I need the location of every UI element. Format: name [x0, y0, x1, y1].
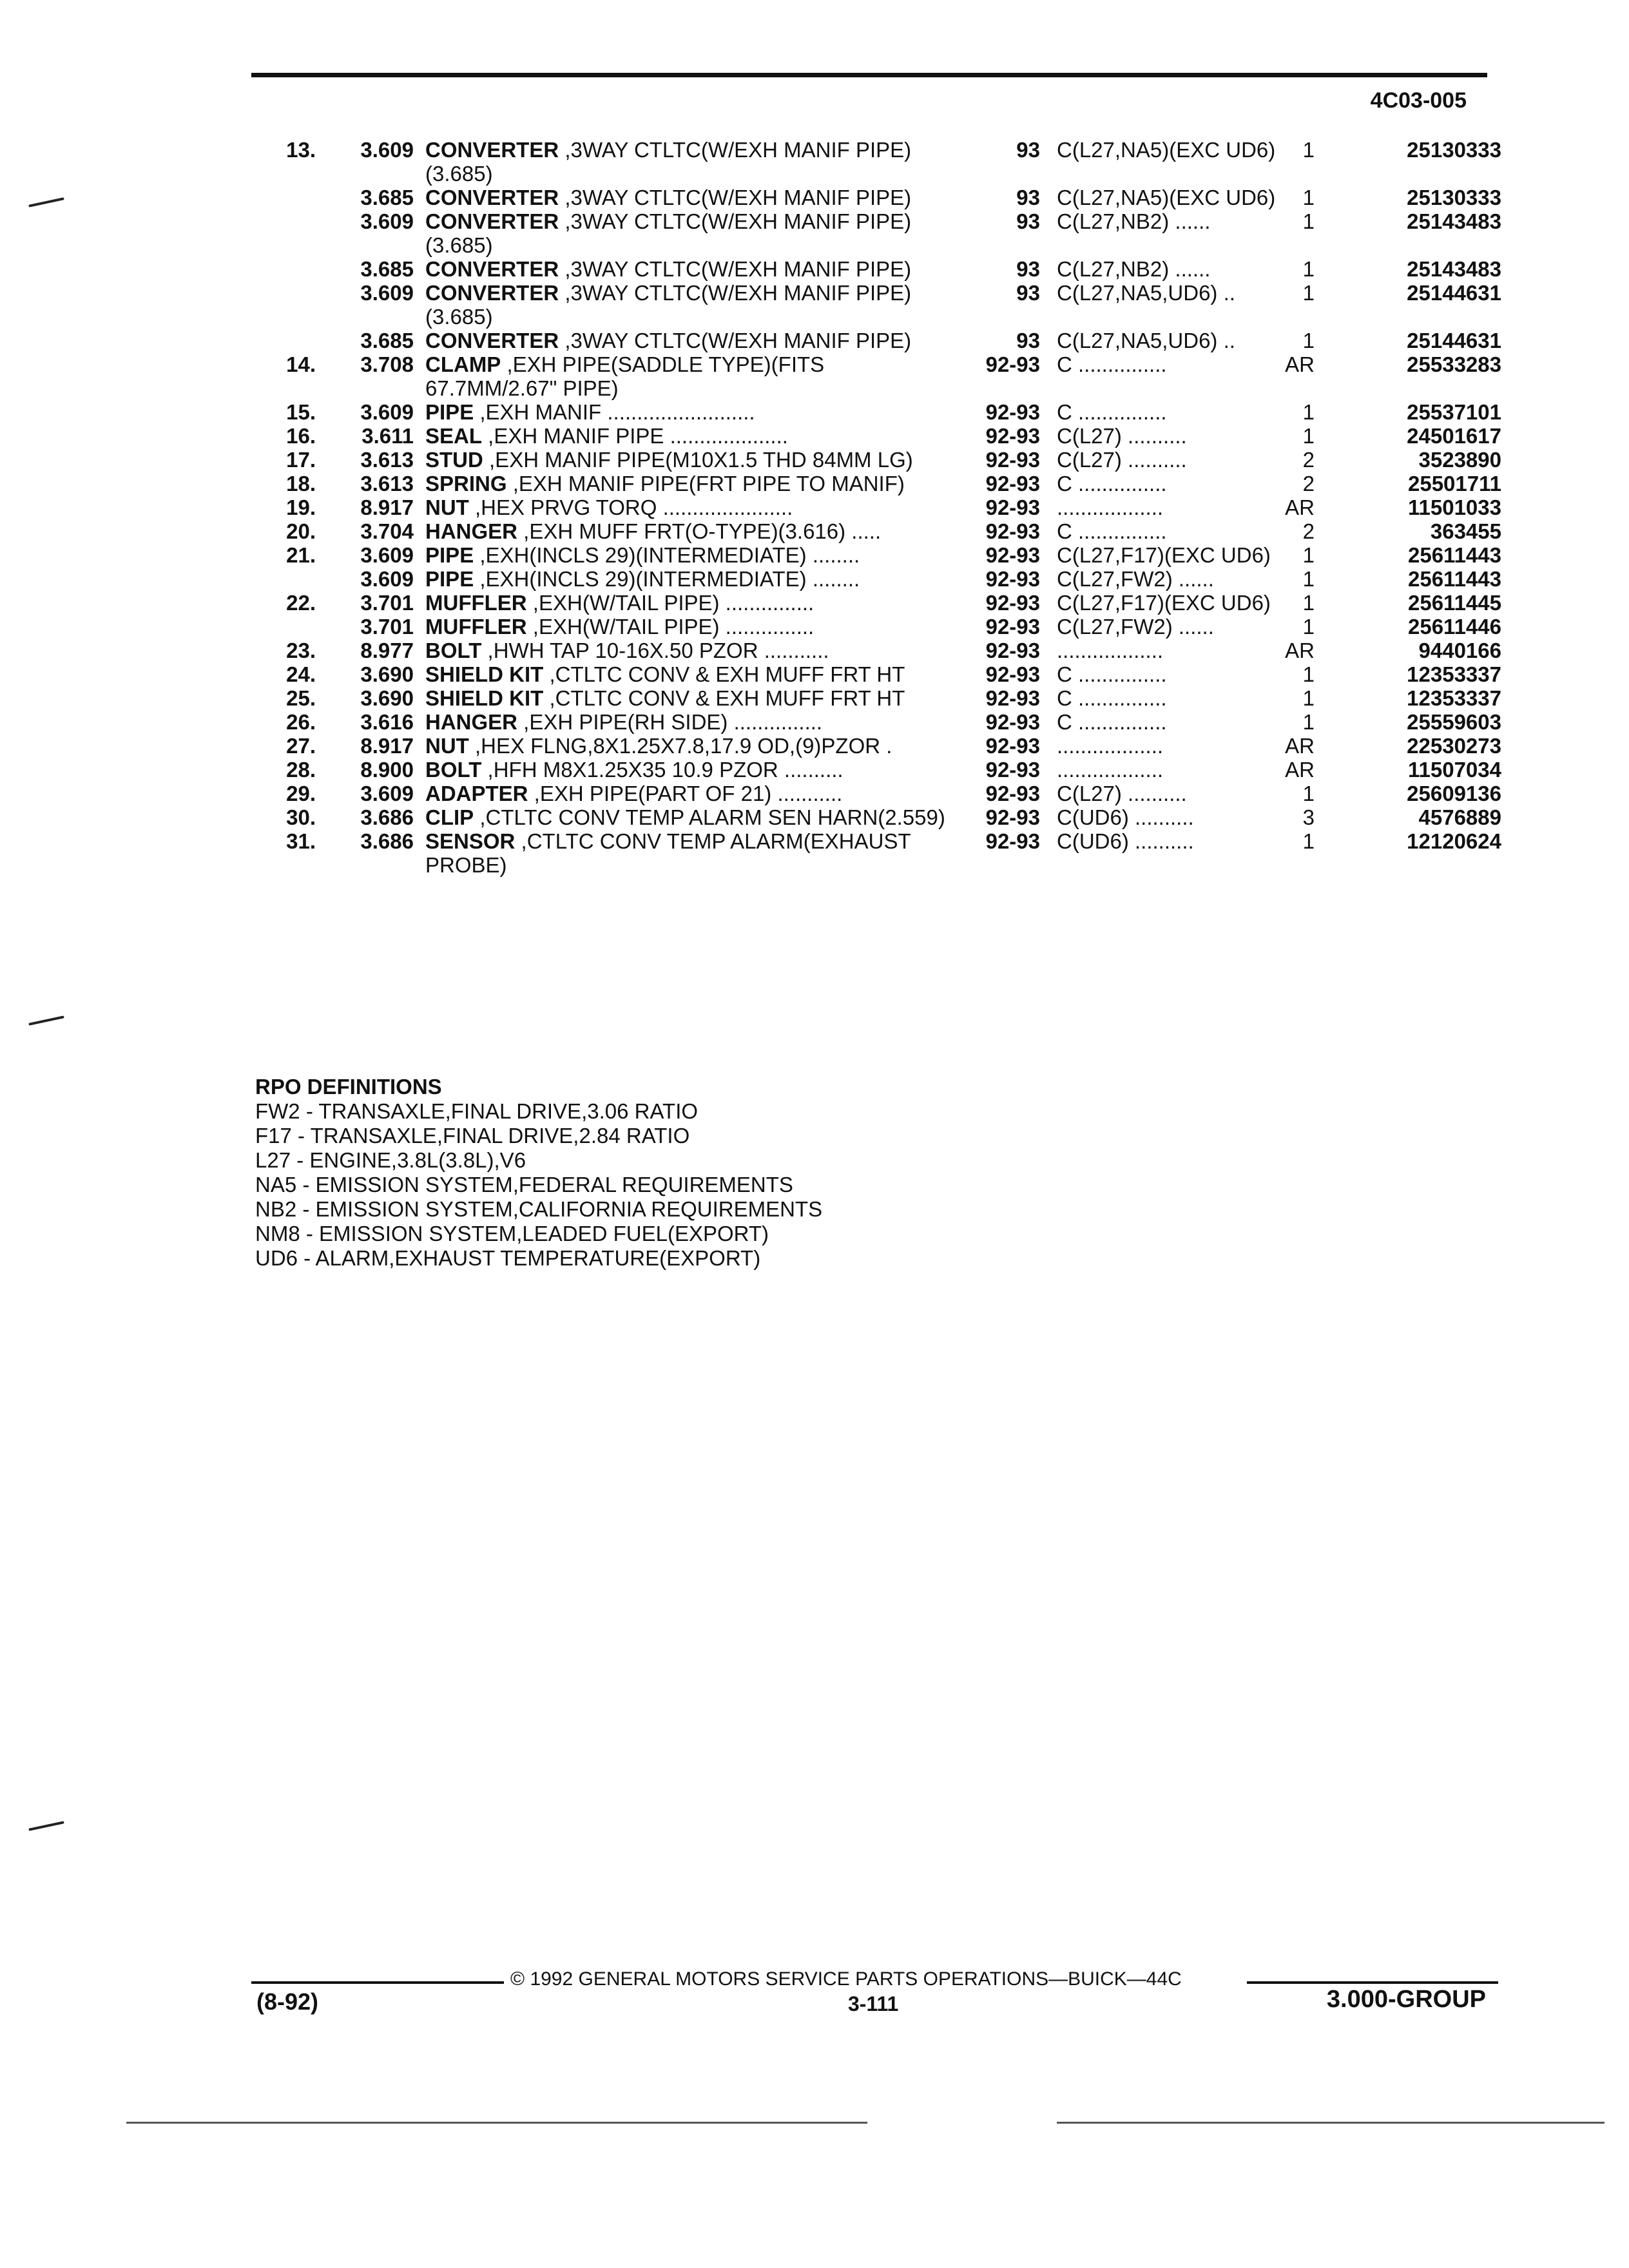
table-row [245, 615, 1501, 639]
figure-number [245, 257, 342, 281]
part-description [425, 734, 960, 758]
part-number: 11501033 [1407, 495, 1501, 519]
part-detail: ,HEX PRVG TORQ ...................... [468, 495, 793, 519]
rpo-definition: FW2 - TRANSAXLE,FINAL DRIVE,3.06 RATIO [255, 1099, 699, 1123]
rpo-usage: C(L27,FW2) ...... [1057, 567, 1214, 591]
part-description [425, 138, 960, 186]
model-years: 92-93 [985, 400, 1040, 424]
group-number: 3.609 [360, 782, 414, 805]
group-label: 3.000-GROUP [1326, 1986, 1486, 2013]
part-detail: ,EXH PIPE(SADDLE TYPE)(FITS 67.7MM/2.67" PIPE) [425, 352, 825, 400]
table-row [245, 686, 1501, 710]
part-name: SPRING [425, 472, 507, 495]
scan-line [126, 2122, 867, 2124]
part-number: 11507034 [1407, 758, 1501, 782]
figure-number: 26. [286, 710, 316, 734]
group-number: 3.690 [360, 686, 414, 710]
group-number: 8.917 [360, 495, 414, 519]
group-number: 8.977 [360, 639, 414, 662]
part-number: 4576889 [1418, 805, 1501, 829]
part-name: ADAPTER [425, 782, 528, 805]
rpo-usage: C(L27,NB2) ...... [1057, 209, 1211, 233]
group-number: 3.609 [360, 281, 414, 305]
rpo-usage: C(L27,F17)(EXC UD6) [1057, 543, 1271, 567]
part-name: CONVERTER [425, 209, 559, 233]
part-number: 25143483 [1407, 209, 1501, 233]
group-number: 3.704 [360, 519, 414, 543]
figure-number: 16. [286, 424, 316, 448]
part-detail: ,EXH MUFF FRT(O-TYPE)(3.616) ..... [517, 519, 882, 543]
figure-number: 27. [286, 734, 316, 758]
model-years: 92-93 [985, 519, 1040, 543]
part-number: 24501617 [1407, 424, 1501, 448]
quantity: 1 [1302, 424, 1315, 448]
model-years: 92-93 [985, 710, 1040, 734]
model-years: 92-93 [985, 686, 1040, 710]
model-years: 92-93 [985, 591, 1040, 615]
part-description [425, 662, 960, 686]
quantity: 1 [1302, 543, 1315, 567]
part-name: CLAMP [425, 352, 501, 376]
part-description [425, 829, 960, 877]
figure-number [245, 567, 342, 591]
part-name: SEAL [425, 424, 483, 448]
part-name: PIPE [425, 400, 474, 424]
copyright-line: © 1992 GENERAL MOTORS SERVICE PARTS OPERATIONS—BUICK—44C [510, 1968, 1182, 1990]
part-name: NUT [425, 734, 469, 758]
figure-number [245, 186, 342, 209]
table-row [245, 495, 1501, 519]
table-row [245, 448, 1501, 472]
part-description [425, 591, 960, 615]
part-name: PIPE [425, 543, 474, 567]
part-number: 25609136 [1407, 782, 1501, 805]
figure-number [245, 209, 342, 257]
figure-number: 14. [286, 352, 316, 376]
model-years: 92-93 [985, 734, 1040, 758]
quantity: 2 [1302, 448, 1315, 472]
part-detail: ,EXH(W/TAIL PIPE) ............... [526, 615, 815, 639]
part-detail: ,3WAY CTLTC(W/EXH MANIF PIPE)(3.685) [425, 138, 912, 186]
rpo-usage: .................. [1057, 495, 1164, 519]
table-row [245, 400, 1501, 424]
part-name: BOLT [425, 639, 482, 662]
part-number: 25559603 [1407, 710, 1501, 734]
model-years: 93 [1016, 209, 1040, 233]
rpo-definition: L27 - ENGINE,3.8L(3.8L),V6 [255, 1148, 526, 1172]
part-detail: ,3WAY CTLTC(W/EXH MANIF PIPE)(3.685) [425, 281, 912, 329]
margin-mark [28, 1821, 64, 1831]
part-description [425, 805, 960, 829]
group-number: 3.609 [360, 400, 414, 424]
figure-number [245, 329, 342, 352]
rpo-usage: C(L27,NB2) ...... [1057, 257, 1211, 281]
quantity: 1 [1302, 329, 1315, 352]
quantity: 1 [1302, 186, 1315, 209]
group-number: 8.900 [360, 758, 414, 782]
table-row [245, 352, 1501, 400]
group-number: 3.611 [361, 424, 414, 448]
part-number: 3523890 [1418, 448, 1501, 472]
group-number: 3.613 [360, 448, 414, 472]
part-number: 25501711 [1407, 472, 1501, 495]
part-detail: ,HEX FLNG,8X1.25X7.8,17.9 OD,(9)PZOR . [468, 734, 892, 758]
figure-number: 18. [286, 472, 316, 495]
figure-number: 23. [286, 639, 316, 662]
footer-rule-right [1247, 1981, 1498, 1984]
rpo-usage: .................. [1057, 639, 1164, 662]
part-description [425, 782, 960, 805]
rpo-usage: C ............... [1057, 710, 1167, 734]
table-row [245, 591, 1501, 615]
rpo-definition: UD6 - ALARM,EXHAUST TEMPERATURE(EXPORT) [255, 1246, 761, 1270]
figure-number: 31. [286, 829, 316, 853]
page-number: 3-111 [848, 1992, 899, 2015]
scan-line [1057, 2122, 1605, 2124]
figure-number: 24. [286, 662, 316, 686]
part-name: CONVERTER [425, 329, 559, 352]
table-row [245, 543, 1501, 567]
figure-number [245, 281, 342, 329]
model-years: 93 [1016, 186, 1040, 209]
part-description [425, 543, 960, 567]
quantity: 2 [1302, 472, 1315, 495]
figure-number [245, 615, 342, 639]
footer-rule-left [251, 1981, 504, 1984]
rpo-definition: NA5 - EMISSION SYSTEM,FEDERAL REQUIREMENTS [255, 1173, 793, 1196]
part-detail: ,3WAY CTLTC(W/EXH MANIF PIPE) [559, 329, 912, 352]
model-years: 93 [1016, 257, 1040, 281]
part-description [425, 686, 960, 710]
part-name: CONVERTER [425, 186, 559, 209]
table-row [245, 472, 1501, 495]
part-description [425, 495, 960, 519]
part-number: 25611443 [1407, 567, 1501, 591]
rpo-definitions-list [255, 1099, 822, 1271]
quantity: 1 [1302, 710, 1315, 734]
rpo-usage: C(L27,FW2) ...... [1057, 615, 1214, 639]
model-years: 92-93 [985, 639, 1040, 662]
part-name: CONVERTER [425, 281, 559, 305]
header-rule [251, 73, 1487, 77]
quantity: 1 [1302, 281, 1315, 305]
rpo-usage: C(UD6) .......... [1057, 829, 1194, 853]
rpo-usage: C(L27,NA5,UD6) .. [1057, 329, 1235, 352]
rpo-usage: C ............... [1057, 686, 1167, 710]
part-number: 25611446 [1407, 615, 1501, 639]
part-number: 25533283 [1407, 352, 1501, 376]
part-number: 12353337 [1407, 662, 1501, 686]
figure-number: 15. [286, 400, 316, 424]
model-years: 92-93 [985, 829, 1040, 853]
table-row [245, 281, 1501, 329]
model-years: 92-93 [985, 448, 1040, 472]
part-description [425, 710, 960, 734]
group-number: 3.686 [360, 829, 414, 853]
part-detail: ,EXH(W/TAIL PIPE) ............... [526, 591, 815, 615]
part-name: STUD [425, 448, 483, 472]
table-row [245, 424, 1501, 448]
model-years: 92-93 [985, 567, 1040, 591]
part-number: 25130333 [1407, 138, 1501, 162]
quantity: 1 [1302, 662, 1315, 686]
rpo-usage: C ............... [1057, 352, 1167, 376]
rpo-definition: NB2 - EMISSION SYSTEM,CALIFORNIA REQUIREMENTS [255, 1197, 823, 1221]
part-detail: ,HWH TAP 10-16X.50 PZOR ........... [481, 639, 829, 662]
quantity: 1 [1302, 782, 1315, 805]
part-detail: ,CTLTC CONV TEMP ALARM(EXHAUST PROBE) [425, 829, 911, 877]
part-detail: ,CTLTC CONV & EXH MUFF FRT HT [543, 662, 905, 686]
figure-number: 29. [286, 782, 316, 805]
quantity: 1 [1302, 138, 1315, 162]
model-years: 92-93 [985, 424, 1040, 448]
group-number: 3.609 [360, 567, 414, 591]
model-years: 93 [1016, 329, 1040, 352]
part-name: HANGER [425, 710, 518, 734]
rpo-definition: NM8 - EMISSION SYSTEM,LEADED FUEL(EXPORT) [255, 1222, 769, 1245]
part-number: 25537101 [1407, 400, 1501, 424]
table-row [245, 567, 1501, 591]
group-number: 3.701 [360, 591, 414, 615]
model-years: 92-93 [985, 615, 1040, 639]
quantity: 3 [1302, 805, 1315, 829]
part-name: NUT [425, 495, 469, 519]
rpo-usage: C(L27,F17)(EXC UD6) [1057, 591, 1271, 615]
part-description [425, 567, 960, 591]
catalog-code: 4C03-005 [1370, 88, 1467, 113]
quantity: AR [1285, 639, 1315, 662]
rpo-usage: C ............... [1057, 400, 1167, 424]
table-row [245, 710, 1501, 734]
revision-date: (8-92) [256, 1988, 319, 2015]
model-years: 92-93 [985, 352, 1040, 376]
group-number: 3.686 [360, 805, 414, 829]
quantity: 1 [1302, 400, 1315, 424]
table-row [245, 734, 1501, 758]
table-row [245, 138, 1501, 186]
group-number: 3.685 [360, 329, 414, 352]
model-years: 93 [1016, 138, 1040, 162]
group-number: 3.685 [360, 186, 414, 209]
part-description [425, 472, 960, 495]
model-years: 93 [1016, 281, 1040, 305]
rpo-usage: C(L27,NA5)(EXC UD6) [1057, 138, 1276, 162]
part-description [425, 186, 960, 209]
table-row [245, 662, 1501, 686]
group-number: 3.613 [360, 472, 414, 495]
part-number: 12120624 [1407, 829, 1501, 853]
part-detail: ,EXH(INCLS 29)(INTERMEDIATE) ........ [474, 543, 860, 567]
part-description [425, 448, 960, 472]
part-number: 25144631 [1407, 329, 1501, 352]
part-number: 9440166 [1418, 639, 1501, 662]
part-name: SHIELD KIT [425, 662, 544, 686]
figure-number: 25. [286, 686, 316, 710]
quantity: AR [1285, 495, 1315, 519]
part-name: PIPE [425, 567, 474, 591]
quantity: AR [1285, 352, 1315, 376]
group-number: 3.616 [360, 710, 414, 734]
part-detail: ,EXH PIPE(PART OF 21) ........... [528, 782, 843, 805]
group-number: 3.701 [360, 615, 414, 639]
model-years: 92-93 [985, 662, 1040, 686]
part-description [425, 352, 960, 400]
part-detail: ,CTLTC CONV TEMP ALARM SEN HARN(2.559) [474, 805, 945, 829]
part-name: BOLT [425, 758, 482, 782]
part-name: SENSOR [425, 829, 516, 853]
quantity: 1 [1302, 615, 1315, 639]
table-row [245, 758, 1501, 782]
group-number: 3.708 [360, 352, 414, 376]
table-row [245, 639, 1501, 662]
part-detail: ,EXH MANIF ......................... [474, 400, 755, 424]
table-row [245, 209, 1501, 257]
part-name: CLIP [425, 805, 474, 829]
part-number: 363455 [1430, 519, 1501, 543]
figure-number: 22. [286, 591, 316, 615]
figure-number: 30. [286, 805, 316, 829]
figure-number: 21. [286, 543, 316, 567]
quantity: AR [1285, 734, 1315, 758]
rpo-usage: C ............... [1057, 472, 1167, 495]
part-detail: ,EXH PIPE(RH SIDE) ............... [517, 710, 823, 734]
table-row [245, 186, 1501, 209]
margin-mark [28, 1015, 64, 1026]
part-detail: ,3WAY CTLTC(W/EXH MANIF PIPE)(3.685) [425, 209, 912, 257]
parts-table [245, 138, 1501, 877]
part-description [425, 424, 960, 448]
table-row [245, 782, 1501, 805]
quantity: 1 [1302, 567, 1315, 591]
rpo-usage: C ............... [1057, 519, 1167, 543]
group-number: 3.609 [360, 543, 414, 567]
part-name: MUFFLER [425, 591, 527, 615]
quantity: 1 [1302, 591, 1315, 615]
quantity: AR [1285, 758, 1315, 782]
group-number: 3.685 [360, 257, 414, 281]
part-description [425, 329, 960, 352]
part-name: CONVERTER [425, 257, 559, 281]
rpo-usage: .................. [1057, 734, 1164, 758]
part-description [425, 400, 960, 424]
part-name: MUFFLER [425, 615, 527, 639]
part-description [425, 209, 960, 257]
part-number: 12353337 [1407, 686, 1501, 710]
model-years: 92-93 [985, 758, 1040, 782]
part-detail: ,EXH MANIF PIPE(M10X1.5 THD 84MM LG) [483, 448, 913, 472]
figure-number: 19. [286, 495, 316, 519]
table-row [245, 257, 1501, 281]
quantity: 1 [1302, 257, 1315, 281]
group-number: 3.609 [360, 209, 414, 233]
rpo-definitions-title: RPO DEFINITIONS [255, 1075, 442, 1099]
figure-number: 13. [286, 138, 316, 162]
rpo-definitions [255, 1075, 822, 1271]
quantity: 2 [1302, 519, 1315, 543]
figure-number: 17. [286, 448, 316, 472]
group-number: 3.690 [360, 662, 414, 686]
rpo-usage: C(L27) .......... [1057, 448, 1187, 472]
part-detail: ,HFH M8X1.25X35 10.9 PZOR .......... [481, 758, 843, 782]
table-row [245, 519, 1501, 543]
table-row [245, 329, 1501, 352]
part-description [425, 257, 960, 281]
part-name: CONVERTER [425, 138, 559, 162]
rpo-usage: .................. [1057, 758, 1164, 782]
part-number: 25130333 [1407, 186, 1501, 209]
rpo-usage: C(L27,NA5,UD6) .. [1057, 281, 1235, 305]
rpo-usage: C(L27) .......... [1057, 782, 1187, 805]
rpo-usage: C ............... [1057, 662, 1167, 686]
part-detail: ,3WAY CTLTC(W/EXH MANIF PIPE) [559, 257, 912, 281]
quantity: 1 [1302, 829, 1315, 853]
part-detail: ,EXH MANIF PIPE(FRT PIPE TO MANIF) [506, 472, 905, 495]
model-years: 92-93 [985, 543, 1040, 567]
quantity: 1 [1302, 209, 1315, 233]
rpo-definition: F17 - TRANSAXLE,FINAL DRIVE,2.84 RATIO [255, 1124, 690, 1148]
figure-number: 28. [286, 758, 316, 782]
quantity: 1 [1302, 686, 1315, 710]
part-number: 25611443 [1407, 543, 1501, 567]
rpo-usage: C(L27,NA5)(EXC UD6) [1057, 186, 1276, 209]
model-years: 92-93 [985, 472, 1040, 495]
part-number: 25611445 [1407, 591, 1501, 615]
model-years: 92-93 [985, 805, 1040, 829]
margin-mark [28, 197, 64, 207]
part-description [425, 758, 960, 782]
part-description [425, 519, 960, 543]
table-row [245, 829, 1501, 877]
part-description [425, 281, 960, 329]
part-number: 25143483 [1407, 257, 1501, 281]
part-number: 25144631 [1407, 281, 1501, 305]
part-name: SHIELD KIT [425, 686, 544, 710]
part-description [425, 615, 960, 639]
part-number: 22530273 [1407, 734, 1501, 758]
model-years: 92-93 [985, 495, 1040, 519]
part-detail: ,EXH MANIF PIPE .................... [482, 424, 788, 448]
part-detail: ,CTLTC CONV & EXH MUFF FRT HT [543, 686, 905, 710]
rpo-usage: C(UD6) .......... [1057, 805, 1194, 829]
table-row [245, 805, 1501, 829]
part-description [425, 639, 960, 662]
part-name: HANGER [425, 519, 518, 543]
model-years: 92-93 [985, 782, 1040, 805]
part-detail: ,EXH(INCLS 29)(INTERMEDIATE) ........ [474, 567, 860, 591]
part-detail: ,3WAY CTLTC(W/EXH MANIF PIPE) [559, 186, 912, 209]
group-number: 3.609 [360, 138, 414, 162]
group-number: 8.917 [360, 734, 414, 758]
figure-number: 20. [286, 519, 316, 543]
rpo-usage: C(L27) .......... [1057, 424, 1187, 448]
